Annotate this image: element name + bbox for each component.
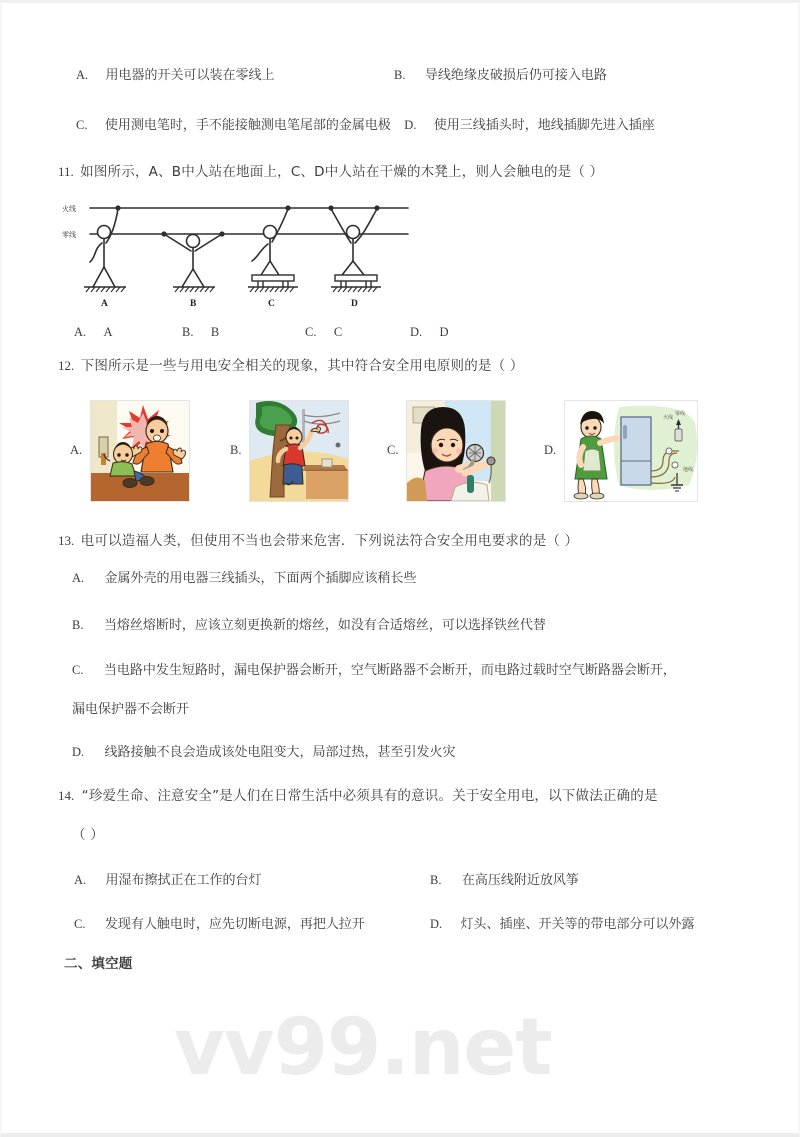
q12-illustration-row [62,388,742,513]
figure-label-c: C [268,299,275,309]
q11-option-b [182,322,219,342]
q10-option-b [394,65,607,86]
q12-option-d-image [564,400,698,502]
q11-option-d [410,322,449,342]
q11-option-b-text: B [210,325,220,339]
figure-c-contact-dot [285,205,290,210]
q13-option-a-label: A. [72,571,85,585]
q13-option-c [72,660,676,681]
q11-option-a-label: A. [74,325,87,339]
figure-label-a: A [101,299,108,309]
q10-option-a [76,65,275,86]
q12-option-b-image [249,400,349,502]
q11-circuit-figure [60,199,410,311]
figure-a-group [90,209,118,287]
q13-stem [58,531,578,551]
q13-option-c-label: C. [72,663,84,677]
q11-option-c-text: C [333,325,343,339]
figure-label-b: B [190,299,197,309]
q10-option-c-label: C. [76,118,88,132]
q13-option-b-label: B. [72,618,84,632]
q12-option-a [70,388,190,513]
figure-a-contact-dot [115,205,120,210]
q11-option-d-label: D. [410,325,423,339]
q12-option-a-label: A. [70,443,83,457]
q13-number: 13. [58,533,75,548]
q14-option-b [430,870,579,891]
q14-option-c-text: 发现有人触电时，应先切断电源，再把人拉开 [104,917,365,932]
figure-b-group [164,234,222,287]
q12-option-a-image [90,400,190,502]
figure-b-contact-dot-left [161,231,166,236]
q12-option-b [230,388,349,513]
q13-option-a-text: 金属外壳的用电器三线插头，下面两个插脚应该稍长些 [104,571,417,586]
figure-d-contact-dot-left [328,205,333,210]
q11-stem [58,162,603,182]
q14-option-a [74,870,262,891]
q13-option-c-cont [72,699,189,720]
watermark: vv99.net [174,1003,552,1093]
section-2-title: 二、填空题 [64,956,133,972]
q12-number: 12. [58,358,75,373]
svg-text:火线: 火线 [663,414,674,421]
q12-stem [58,356,524,376]
figure-b-contact-dot-right [219,231,224,236]
figure-d-ground [331,287,381,292]
q13-option-c-text: 当电路中发生短路时，漏电保护器会断开，空气断路器不会断开，而电路过载时空气断路器会断开， [103,663,676,678]
q11-option-c [305,322,342,342]
q13-option-d-label: D. [72,745,85,759]
figure-d-contact-dot-right [374,205,379,210]
figure-a-ground [84,287,126,292]
q14-option-d-label: D. [430,917,443,931]
q13-option-a [72,568,417,589]
q13-option-c-text-line2: 漏电保护器不会断开 [72,702,190,717]
q14-stem-line2 [72,825,104,845]
q11-option-a [74,322,113,342]
q13-option-b-text: 当熔丝熔断时，应该立刻更换新的熔丝，如没有合适熔丝，可以选择铁丝代替 [103,618,546,633]
live-wire-label: 火线 [62,205,76,213]
q14-option-a-text: 用湿布擦拭正在工作的台灯 [105,873,262,888]
q11-option-d-text: D [439,325,449,339]
q10-option-c-text: 使用测电笔时，手不能接触测电笔尾部的金属电极 [104,118,391,133]
q13-option-d-text: 线路接触不良会造成该处电阻变大，局部过热，甚至引发火灾 [104,745,456,760]
figure-c-stool [252,275,294,287]
figure-c-group [252,209,288,275]
svg-text:零线: 零线 [675,410,686,417]
q11-option-a-text: A [103,325,113,339]
q13-option-b [72,615,546,636]
q14-stem-line1 [58,786,658,806]
q10-option-a-label: A. [76,68,89,82]
q14-option-d [430,914,695,935]
page-content [2,3,798,1133]
figure-label-d: D [351,299,358,309]
q13-option-d [72,742,456,763]
q10-option-b-text: 导线绝缘皮破损后仍可接入电路 [424,68,607,83]
q10-option-a-text: 用电器的开关可以装在零线上 [105,68,275,83]
q10-option-c [76,115,655,136]
q14-option-d-text: 灯头、插座、开关等的带电部分可以外露 [460,917,695,932]
neutral-wire-label: 零线 [62,231,76,239]
q11-number: 11. [58,164,74,179]
q10-option-b-label: B. [394,68,406,82]
q12-stem-text: 下图所示是一些与用电安全相关的现象，其中符合安全用电原则的是（ ） [80,358,524,374]
q12-option-b-label: B. [230,443,242,457]
q11-option-b-label: B. [182,325,194,339]
q14-option-b-label: B. [430,873,442,887]
section-2-heading [64,954,133,974]
q12-option-d-label: D. [544,443,557,457]
svg-text:地线: 地线 [683,466,694,473]
q12-option-c-label: C. [387,443,399,457]
q11-option-c-label: C. [305,325,317,339]
q14-option-a-label: A. [74,873,87,887]
q14-option-b-text: 在高压线附近放风筝 [461,873,579,888]
q10-option-d-text: 使用三线插头时，地线插脚先进入插座 [433,118,655,133]
q13-stem-text: 电可以造福人类，但使用不当也会带来危害．下列说法符合安全用电要求的是（ ） [80,533,579,549]
q11-stem-text: 如图所示，A、B中人站在地面上，C、D中人站在干燥的木凳上，则人会触电的是（ ） [80,164,604,180]
figure-c-ground [248,287,298,292]
q14-stem-text-line2: （ ） [72,827,104,843]
q14-option-c-label: C. [74,917,86,931]
q12-option-c-image [406,400,506,502]
stick-figures-wires-svg [60,199,410,311]
q12-option-d [544,388,698,513]
q14-option-c [74,914,365,935]
figure-b-ground [173,287,215,292]
q12-option-c [387,388,506,513]
q14-number: 14. [58,788,75,803]
figure-d-stool [335,275,377,287]
q14-stem-text-line1: “珍爱生命、注意安全”是人们在日常生活中必须具有的意识。关于安全用电，以下做法正确的是 [81,788,658,804]
q10-option-d-label: D. [404,118,417,132]
figure-d-group [331,209,377,275]
